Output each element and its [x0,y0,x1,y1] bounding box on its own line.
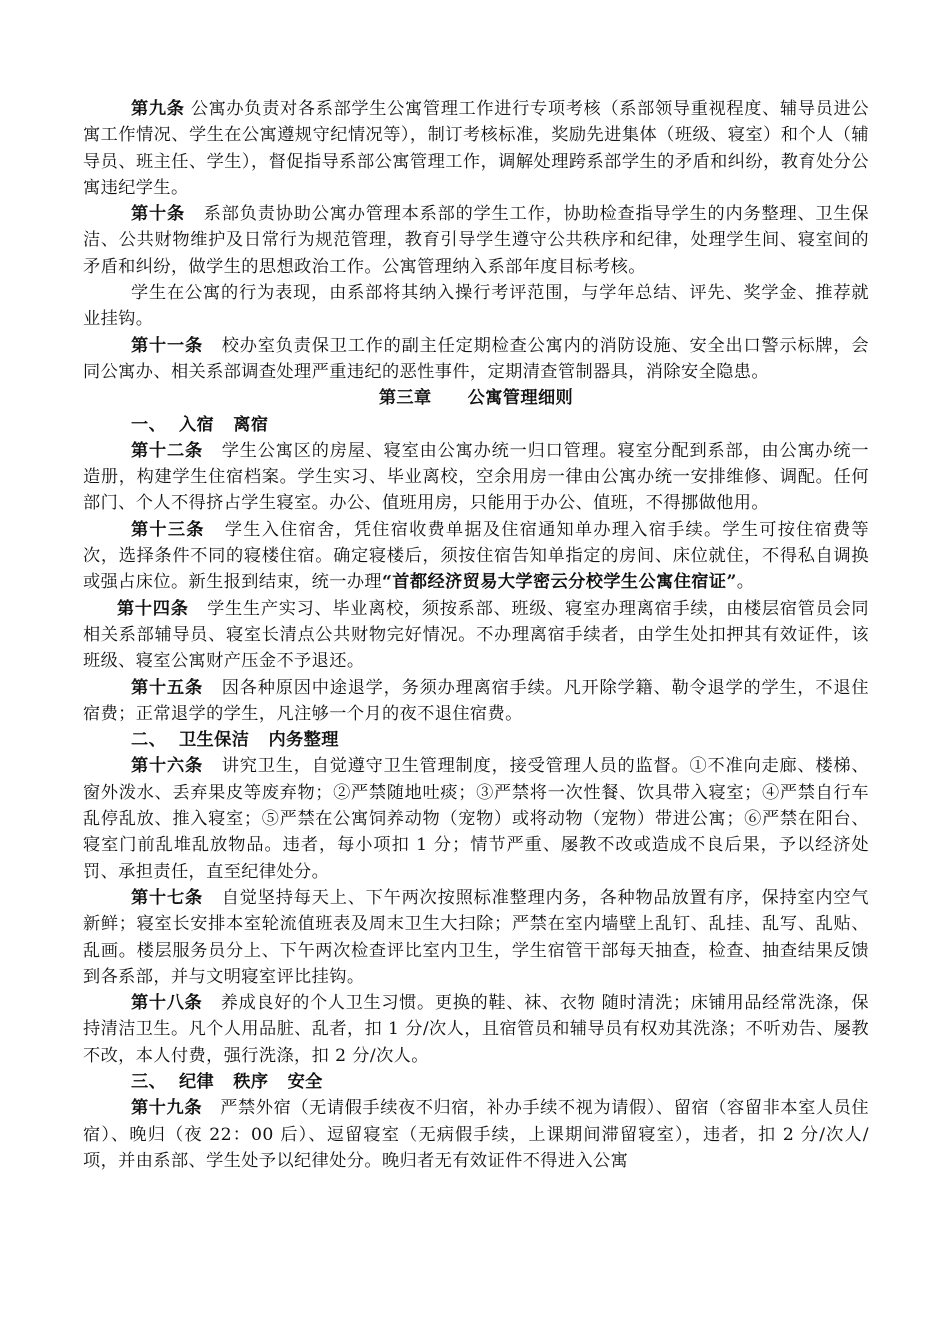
article-label: 第九条 [131,99,185,119]
article-label: 第十七条 [131,887,203,908]
section-heading-1: 一、 入宿 离宿 [131,414,269,435]
article-9 [83,96,869,201]
article-text: 严禁外宿（无请假手续夜不归宿，补办手续不视为请假）、留宿（容留非本室人员住宿）、晚归（夜 22：00 后）、逗留寝室（无病假手续，上课期间滞留寝室），违者，扣 2 分/次人/项，并由系部、学生处予以纪律处分。晚归者无有效证件不得进入公寓 [83,1098,869,1171]
article-text: 学生公寓区的房屋、寝室由公寓办统一归口管理。寝室分配到系部，由公寓办统一造册，构建学生住宿档案。学生实习、毕业离校，空余用房一律由公寓办统一安排维修、调配。任何部门、个人不得挤占学生寝室。办公、值班用房，只能用于办公、值班，不得挪做他用。 [83,440,869,514]
article-17 [83,885,869,990]
article-label: 第十一条 [131,335,203,356]
article-label: 第十条 [131,204,185,225]
article-16 [83,753,869,884]
article-text: 校办室负责保卫工作的副主任定期检查公寓内的消防设施、安全出口警示标牌，会同公寓办、相关系部调查处理严重违纪的恶性事件，定期清查管制器具，消除安全隐患。 [83,335,869,382]
document-page [83,96,869,1174]
article-text: 养成良好的个人卫生习惯。更换的鞋、袜、衣物 随时清洗；床铺用品经常洗涤，保持清洁卫生。凡个人用品脏、乱者，扣 1 分/次人，且宿管员和辅导员有权劝其洗涤；不听劝告、屡教不改，本人付费，强行洗涤，扣 2 分/次人。 [83,993,869,1066]
article-bold-text: “首都经济贸易大学密云分校学生公寓住宿证” [382,572,737,593]
article-text: 学生入住宿舍，凭住宿收费单据及住宿通知单办理入宿手续。学生可按住宿费等次，选择条件不同的寝楼住宿。确定寝楼后，须按住宿告知单指定的房间、床位就住，不得私自调换或强占床位。新生报到结束，统一办理 [83,519,869,593]
article-text: 因各种原因中途退学，务须办理离宿手续。凡开除学籍、勒令退学的学生，不退住宿费；正常退学的学生，凡注够一个月的夜不退住宿费。 [83,677,869,724]
article-text: 讲究卫生，自觉遵守卫生管理制度，接受管理人员的监督。①不准向走廊、楼梯、窗外泼水、丢弃果皮等废弃物；②严禁随地吐痰；③严禁将一次性餐、饮具带入寝室；④严禁自行车乱停乱放、推入寝室；⑤严禁在公寓饲养动物（宠物）或将动物（宠物）带进公寓；⑥严禁在阳台、寝室门前乱堆乱放物品。违者，每小项扣 1 分；情节严重、屡教不改或造成不良后果，予以经济处罚、承担责任，直至纪律处分。 [83,756,869,882]
article-11 [83,333,869,386]
section-heading-3: 三、 纪律 秩序 安全 [131,1071,323,1092]
article-label: 第十八条 [131,993,203,1014]
article-label: 第十六条 [131,756,203,777]
article-19 [83,1095,869,1174]
article-12 [83,438,869,517]
article-label: 第十四条 [117,598,189,619]
article-13 [83,517,869,596]
article-text-end: 。 [736,572,755,593]
article-text: 公寓办负责对各系部学生公寓管理工作进行专项考核（系部领导重视程度、辅导员进公寓工作情况、学生在公寓遵规守纪情况等），制订考核标准，奖励先进集体（班级、寝室）和个人（辅导员、班主任、学生），督促指导系部公寓管理工作，调解处理跨系部学生的矛盾和纠纷，教育处分公寓违纪学生。 [83,99,869,198]
article-10-extra: 学生在公寓的行为表现，由系部将其纳入操行考评范围，与学年总结、评先、奖学金、推荐就业挂钩。 [83,283,869,330]
article-text: 自觉坚持每天上、下午两次按照标准整理内务，各种物品放置有序，保持室内空气新鲜；寝室长安排本室轮流值班表及周末卫生大扫除；严禁在室内墙壁上乱钉、乱挂、乱写、乱贴、乱画。楼层服务员分上、下午两次检查评比室内卫生，学生宿管干部每天抽查，检查、抽查结果反馈到各系部，并与文明寝室评比挂钩。 [83,887,869,987]
chapter-heading [83,385,869,411]
article-label: 第十五条 [131,677,203,698]
section-heading-2: 二、 卫生保洁 内务整理 [131,730,339,751]
article-label: 第十九条 [131,1098,203,1119]
article-label: 第十三条 [131,519,205,540]
article-18 [83,990,869,1069]
chapter-number: 第三章 [378,388,432,409]
article-10 [83,201,869,280]
article-14 [83,596,869,675]
article-text: 系部负责协助公寓办管理本系部的学生工作，协助检查指导学生的内务整理、卫生保洁、公共财物维护及日常行为规范管理，教育引导学生遵守公共秩序和纪律，处理学生间、寝室间的矛盾和纠纷，做学生的思想政治工作。公寓管理纳入系部年度目标考核。 [83,204,869,277]
article-15 [83,675,869,728]
article-label: 第十二条 [131,440,203,461]
article-text: 学生生产实习、毕业离校，须按系部、班级、寝室办理离宿手续，由楼层宿管员会同相关系部辅导员、寝室长清点公共财物完好情况。不办理离宿手续者，由学生处扣押其有效证件，该班级、寝室公寓财产压金不予退还。 [83,598,869,672]
chapter-title: 公寓管理细则 [467,388,574,409]
